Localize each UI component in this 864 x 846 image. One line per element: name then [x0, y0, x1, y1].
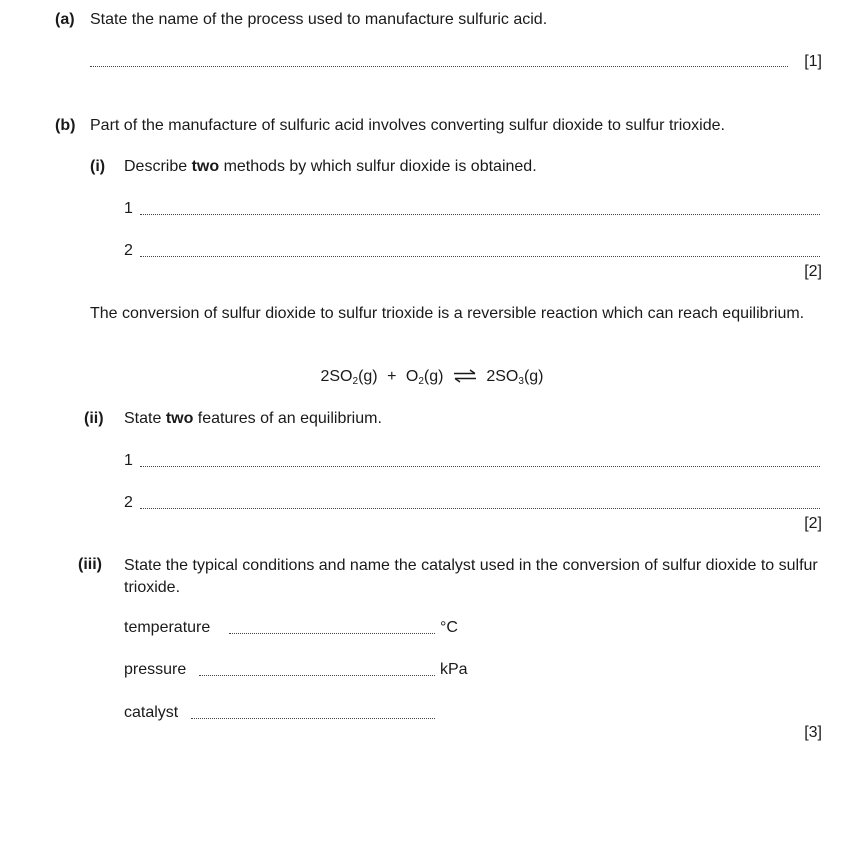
temperature-unit: °C	[440, 619, 458, 636]
part-a-question: State the name of the process used to manufacture sulfuric acid.	[90, 11, 548, 28]
part-b-ii-label: (ii)	[84, 410, 104, 427]
temperature-label: temperature	[124, 619, 211, 636]
part-b-ii-answer-line-1[interactable]	[140, 466, 820, 467]
pressure-unit: kPa	[440, 661, 468, 678]
part-a-label: (a)	[55, 11, 75, 28]
part-a-answer-line[interactable]	[90, 66, 788, 67]
part-b-iii-label: (iii)	[78, 556, 102, 573]
part-b-label: (b)	[55, 117, 76, 134]
part-b-i-line-number-1: 1	[124, 200, 133, 217]
part-b-i-answer-line-2[interactable]	[140, 256, 820, 257]
part-b-i-question: Describe two methods by which sulfur dioxide is obtained.	[124, 158, 537, 175]
catalyst-answer-line[interactable]	[191, 718, 435, 719]
part-b-i-label: (i)	[90, 158, 106, 175]
part-a-marks: [1]	[804, 53, 822, 70]
part-b-ii-answer-line-2[interactable]	[140, 508, 820, 509]
pressure-answer-line[interactable]	[199, 675, 435, 676]
part-b-intro: Part of the manufacture of sulfuric acid involves converting sulfur dioxide to sulfur trioxide.	[90, 117, 725, 134]
temperature-answer-line[interactable]	[229, 633, 435, 634]
part-b-ii-line-number-1: 1	[124, 452, 133, 469]
part-b-iii-question: State the typical conditions and name the catalyst used in the conversion of sulfur dioxide to sulfur trioxide.	[124, 557, 818, 596]
part-b-ii-marks: [2]	[804, 515, 822, 532]
part-b-ii-question: State two features of an equilibrium.	[124, 410, 382, 427]
equilibrium-arrow-icon	[452, 369, 478, 383]
part-b-i-answer-line-1[interactable]	[140, 214, 820, 215]
equilibrium-equation: $2SO_2(g) + O_2(g)$ $2SO_3(g)$	[320, 368, 544, 387]
equilibrium-paragraph: The conversion of sulfur dioxide to sulfur trioxide is a reversible reaction which can reach equilibrium.	[90, 305, 805, 322]
part-b-i-line-number-2: 2	[124, 242, 133, 259]
part-b-i-marks: [2]	[804, 263, 822, 280]
part-b-iii-marks: [3]	[804, 724, 822, 741]
catalyst-label: catalyst	[124, 704, 179, 721]
part-b-ii-line-number-2: 2	[124, 494, 133, 511]
pressure-label: pressure	[124, 661, 187, 678]
